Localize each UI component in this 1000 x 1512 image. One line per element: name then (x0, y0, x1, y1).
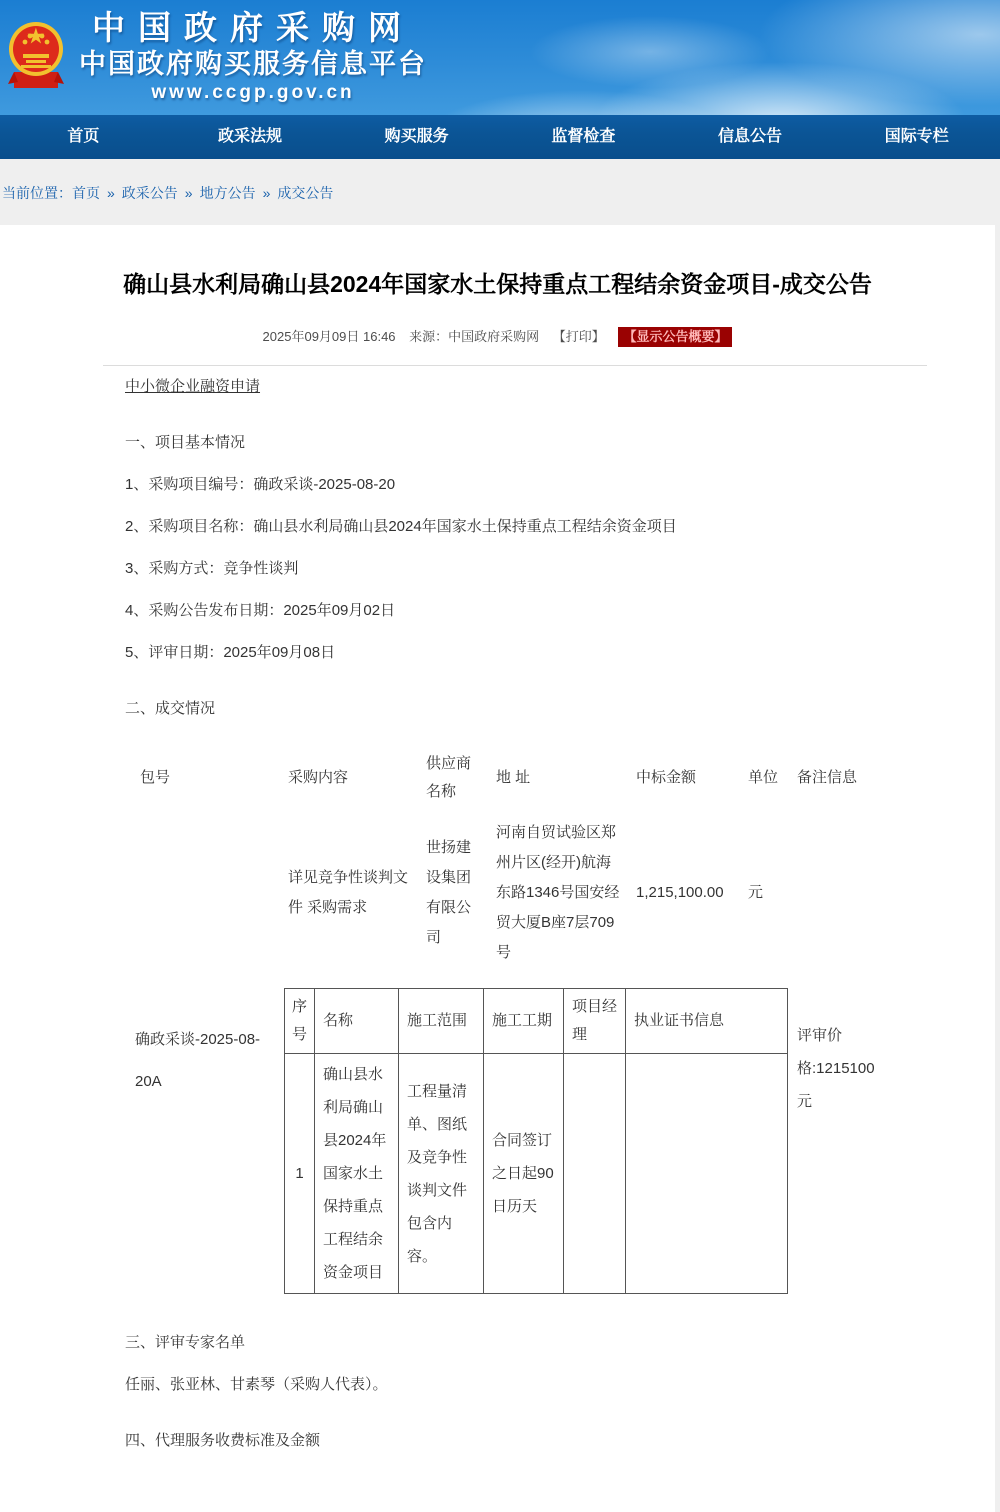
award-cell-remark (789, 812, 867, 974)
experts-list: 任丽、张亚林、甘素琴（采购人代表）。 (125, 1376, 388, 1394)
page-title: 确山县水利局确山县2024年国家水土保持重点工程结余资金项目-成交公告 (123, 271, 872, 297)
package-number-cell: 确政采谈-2025-08-20A (135, 1031, 261, 1091)
award-table-header-row (125, 744, 867, 812)
breadcrumb-separator: » (184, 185, 193, 201)
print-button[interactable]: 【打印】 (552, 329, 605, 345)
detail-header-scope: 施工范围 (399, 989, 484, 1054)
award-cell-content: 详见竞争性谈判文件 采购需求 (288, 869, 409, 917)
detail-cell-license (626, 1054, 788, 1294)
basic-item-announcement-date: 4、采购公告发布日期：2025年09月02日 (125, 602, 396, 620)
award-cell-address: 河南自贸试验区郑州片区(经开)航海东路1346号国安经贸大厦B座7层709号 (496, 824, 620, 962)
award-cell-supplier: 世扬建设集团有限公司 (426, 839, 472, 947)
article-meta (0, 326, 995, 345)
site-url: www.ccgp.gov.cn (151, 82, 355, 103)
award-table-row (125, 812, 867, 974)
section4-title: 四、代理服务收费标准及金额 (125, 1432, 321, 1450)
award-cell-unit: 元 (748, 884, 764, 902)
section3-title: 三、评审专家名单 (125, 1334, 246, 1352)
site-subtitle: 中国政府购买服务信息平台 (79, 49, 427, 79)
award-header-content: 采购内容 (288, 769, 349, 787)
award-cell-amount: 1,215,100.00 (636, 884, 724, 902)
nav-item-international[interactable]: 国际专栏 (884, 128, 949, 145)
detail-table-row (285, 1054, 788, 1294)
nav-item-home[interactable]: 首页 (67, 128, 100, 145)
detail-header-duration: 施工工期 (484, 989, 564, 1054)
review-price-cell: 评审价格:1215100元 (797, 1027, 875, 1111)
article-body (0, 366, 995, 1492)
detail-cell-manager (564, 1054, 626, 1294)
sme-financing-link[interactable]: 中小微企业融资申请 (125, 378, 261, 396)
award-table-package-row (125, 974, 867, 1308)
section2-title: 二、成交情况 (125, 700, 216, 718)
detail-header-no: 序号 (285, 989, 315, 1054)
source-label: 来源：中国政府采购网 (409, 329, 540, 345)
breadcrumb-item-home[interactable]: 首页 (72, 185, 100, 201)
basic-item-review-date: 5、评审日期：2025年09月08日 (125, 644, 336, 662)
detail-header-manager: 项目经理 (564, 989, 626, 1054)
nav-item-supervision[interactable]: 监督检查 (551, 128, 616, 145)
award-table (125, 744, 875, 1308)
nav-item-announcements[interactable]: 信息公告 (718, 128, 783, 145)
site-name: 中国政府采购网 (92, 9, 414, 46)
breadcrumb-item-award-notices[interactable]: 成交公告 (277, 185, 334, 201)
award-header-unit: 单位 (748, 769, 779, 787)
nav-item-regulations[interactable]: 政采法规 (218, 128, 283, 145)
publish-datetime: 2025年09月09日 16:46 (262, 329, 396, 345)
nav-item-purchase-services[interactable]: 购买服务 (384, 128, 449, 145)
site-header (0, 0, 1000, 115)
detail-cell-name: 确山县水利局确山县2024年国家水土保持重点工程结余资金项目 (315, 1054, 399, 1294)
award-header-supplier: 供应商名称 (426, 755, 472, 801)
breadcrumb-separator: » (262, 185, 271, 201)
basic-item-project-number: 1、采购项目编号：确政采谈-2025-08-20 (125, 476, 396, 494)
award-header-amount: 中标金额 (636, 769, 697, 787)
breadcrumb-item-procurement-notices[interactable]: 政采公告 (121, 185, 178, 201)
award-header-remark: 备注信息 (797, 769, 858, 787)
breadcrumb (0, 159, 1000, 225)
detail-header-name: 名称 (315, 989, 399, 1054)
detail-cell-scope: 工程量清单、图纸及竞争性谈判文件包含内容。 (399, 1054, 484, 1294)
breadcrumb-prefix: 当前位置： (2, 185, 72, 201)
detail-header-license: 执业证书信息 (626, 989, 788, 1054)
national-emblem-icon (8, 14, 64, 100)
basic-item-procurement-method: 3、采购方式：竞争性谈判 (125, 560, 299, 578)
detail-cell-duration: 合同签订之日起90日历天 (484, 1054, 564, 1294)
award-header-address: 地 址 (496, 769, 531, 787)
breadcrumb-item-local-notices[interactable]: 地方公告 (199, 185, 256, 201)
site-titles (64, 8, 442, 106)
detail-cell-no: 1 (285, 1054, 315, 1294)
show-summary-button[interactable]: 【显示公告概要】 (618, 327, 732, 347)
article-content (0, 225, 995, 1512)
main-nav (0, 115, 1000, 159)
detail-table-cell (280, 974, 789, 1308)
award-cell-package-no (125, 812, 280, 974)
basic-item-project-name: 2、采购项目名称：确山县水利局确山县2024年国家水土保持重点工程结余资金项目 (125, 518, 677, 536)
detail-table (284, 988, 788, 1294)
section1-title: 一、项目基本情况 (125, 434, 246, 452)
breadcrumb-separator: » (107, 185, 115, 201)
detail-table-header-row (285, 989, 788, 1054)
award-header-package-no: 包号 (140, 769, 171, 787)
